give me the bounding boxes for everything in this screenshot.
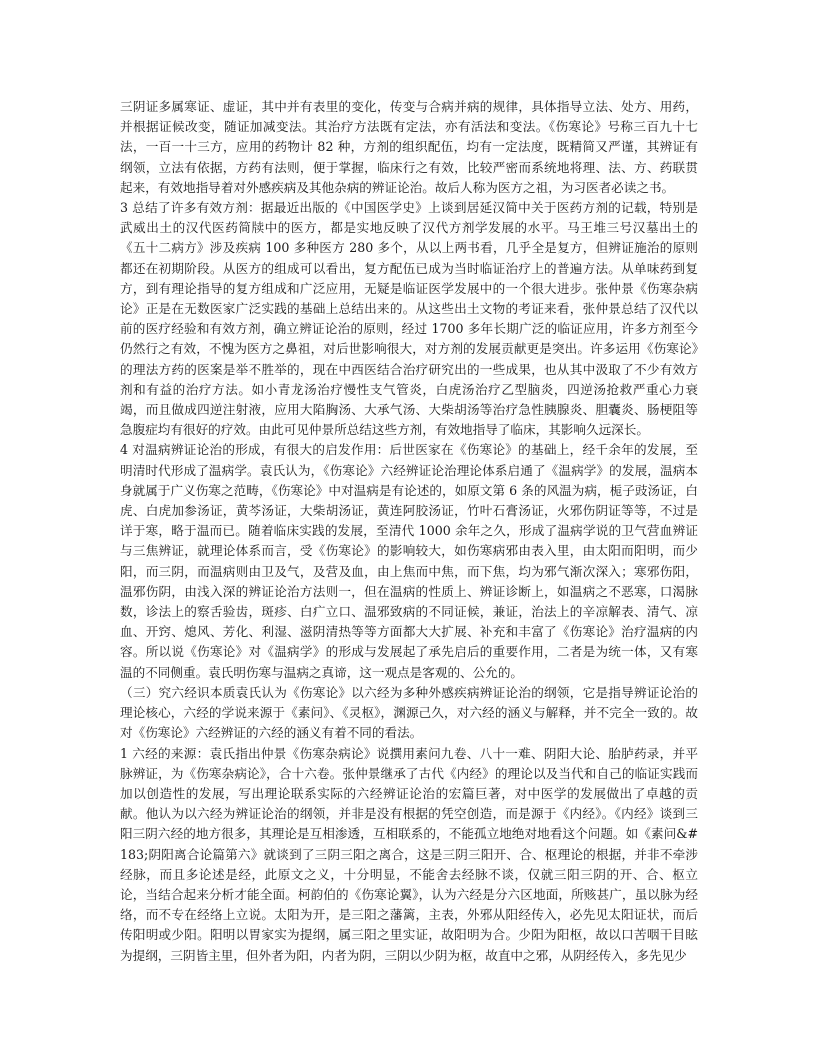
- paragraph-sanyin-summary: 三阴证多属寒证、虚证，其中并有表里的变化，传变与合病并病的规律，具体指导立法、处方、用药，并根据证候改变，随证加减变法。其治疗方法既有定法，亦有活法和变法。《伤寒论》号称三百九十七法，一百一十三方，应用的药物计 82 种，方剂的组织配伍，均有一定法度，既精简又严谨，其辨证有纲领，立法有依据，方药有法则，便于掌握，临床行之有效，比较严密而系统地将理、法、方、药联贯起来，有效地指导着对外感疾病及其他杂病的辨证论治。故后人称为医方之祖，为习医者必读之书。: [120, 99, 698, 195]
- paragraph-effective-formulas: 3 总结了许多有效方剂：据最近出版的《中国医学史》上谈到居延汉简中关于医药方剂的记载，特别是武威出土的汉代医药简牍中的医方，都是实地反映了汉代方剂学发展的水平。马王堆三号汉墓出土的《五十二病方》涉及疾病 100 多种医方 280 多个，从以上两书看，几乎全是复方，但辨证施治的原则都还在初期阶段。从医方的组成可以看出，复方配伍已成为当时临证治疗上的普遍方法。从单味药到复方，到有理论指导的复方组成和广泛应用，无疑是临证医学发展中的一个很大进步。张仲景《伤寒杂病论》正是在无数医家广泛实践的基础上总结出来的。从这些出土文物的考证来看，张仲景总结了汉代以前的医疗经验和有效方剂，确立辨证论治的原则，经过 1700 多年长期广泛的临证应用，许多方剂至今仍然行之有效，不愧为医方之鼻祖，对后世影响很大，对方剂的发展贡献更是突出。许多运用《伤寒论》的理法方药的医案是举不胜举的，现在中西医结合治疗研究出的一些成果，也从其中汲取了不少有效方剂和有益的治疗方法。如小青龙汤治疗慢性支气管炎，白虎汤治疗乙型脑炎，四逆汤抢救严重心力衰竭，而且做成四逆注射液，应用大陷胸汤、大承气汤、大柴胡汤等治疗急性胰腺炎、胆囊炎、肠梗阻等急腹症均有很好的疗效。由此可见仲景所总结这些方剂，有效地指导了临床，其影响久远深长。: [120, 200, 698, 438]
- paragraph-warm-disease: 4 对温病辨证论治的形成，有很大的启发作用：后世医家在《伤寒论》的基础上，经千余年的发展，至明清时代形成了温病学。袁氏认为，《伤寒论》六经辨证论治理论体系启通了《温病学》的发展，温病本身就属于广义伤寒之范畴，《伤寒论》中对温病是有论述的，如原文第 6 条的风温为病，栀子豉汤证，白虎、白虎加参汤证，黄芩汤证，大柴胡汤证，黄连阿胶汤证，竹叶石膏汤证，火邪伤阴证等等，不过是详于寒，略于温而已。随着临床实践的发展，至清代 1000 余年之久，形成了温病学说的卫气营血辨证与三焦辨证，就理论体系而言，受《伤寒论》的影响较大，如伤寒病邪由表入里，由太阳而阳明，而少阳，而三阴，而温病则由卫及气，及营及血，由上焦而中焦，而下焦，均为邪气渐次深入；寒邪伤阳，温邪伤阴，由浅入深的辨证论治方法则一，但在温病的性质上、辨证诊断上，如温病之不恶寒，口渴脉数，诊法上的察舌验齿，斑疹、白疒立口、温邪致病的不同证候，兼证，治法上的辛凉解表、清气、凉血、开窍、熄风、芳化、利湿、滋阴清热等等方面都大大扩展、补充和丰富了《伤寒论》治疗温病的内容。所以说《伤寒论》对《温病学》的形成与发展起了承先启后的重要作用，二者是为统一体，又有寒温的不同侧重。袁氏明伤寒与温病之真谛，这一观点是客观的、公允的。: [120, 442, 698, 680]
- paragraph-six-channels-intro: （三）究六经识本质袁氏认为《伤寒论》以六经为多种外感疾病辨证论治的纲领，它是指导辨证论治的理论核心，六经的学说来源于《素问》、《灵枢》，渊源己久，对六经的涵义与解释，并不完全一致的。故对《伤寒论》六经辨证的六经的涵义有着不同的看法。: [120, 684, 698, 741]
- document-body: [120, 97, 698, 966]
- paragraph-six-channels-origin: 1 六经的来源：袁氏指出仲景《伤寒杂病论》说撰用素问九卷、八十一难、阴阳大论、胎胪药录，并平脉辨证，为《伤寒杂病论》，合十六卷。张仲景继承了古代《内经》的理论以及当代和自己的临证实践而加以创造性的发展，写出理论联系实际的六经辨证论治的宏篇巨著，对中医学的发展做出了卓越的贡献。他认为以六经为辨证论治的纲领，并非是没有根据的凭空创造，而是源于《内经》。《内经》谈到三阳三阴六经的地方很多，其理论是互相渗透，互相联系的，不能孤立地绝对地看这个问题。如《素问&#183;阴阳离合论篇第六》就谈到了三阴三阳之离合，这是三阴三阳开、合、枢理论的根据，并非不牵涉经脉，而且多论述是经，此原文之义，十分明显，不能舍去经脉不谈，仅就三阳三阴的开、合、枢立论，当结合起来分析才能全面。柯韵伯的《伤寒论翼》，认为六经是分六区地面，所赅甚广，虽以脉为经络，而不专在经络上立说。太阳为开，是三阳之藩篱，主表，外邪从阳经传入，必先见太阳证状，而后传阳明或少阳。阳明以胃家实为提纲，属三阳之里实证，故阳明为合。少阳为阳枢，故以口苦咽干目眩为提纲，三阴皆主里，但外者为阳，内者为阴，三阴以少阴为枢，故直中之邪，从阴经传入，多先见少: [120, 745, 698, 963]
